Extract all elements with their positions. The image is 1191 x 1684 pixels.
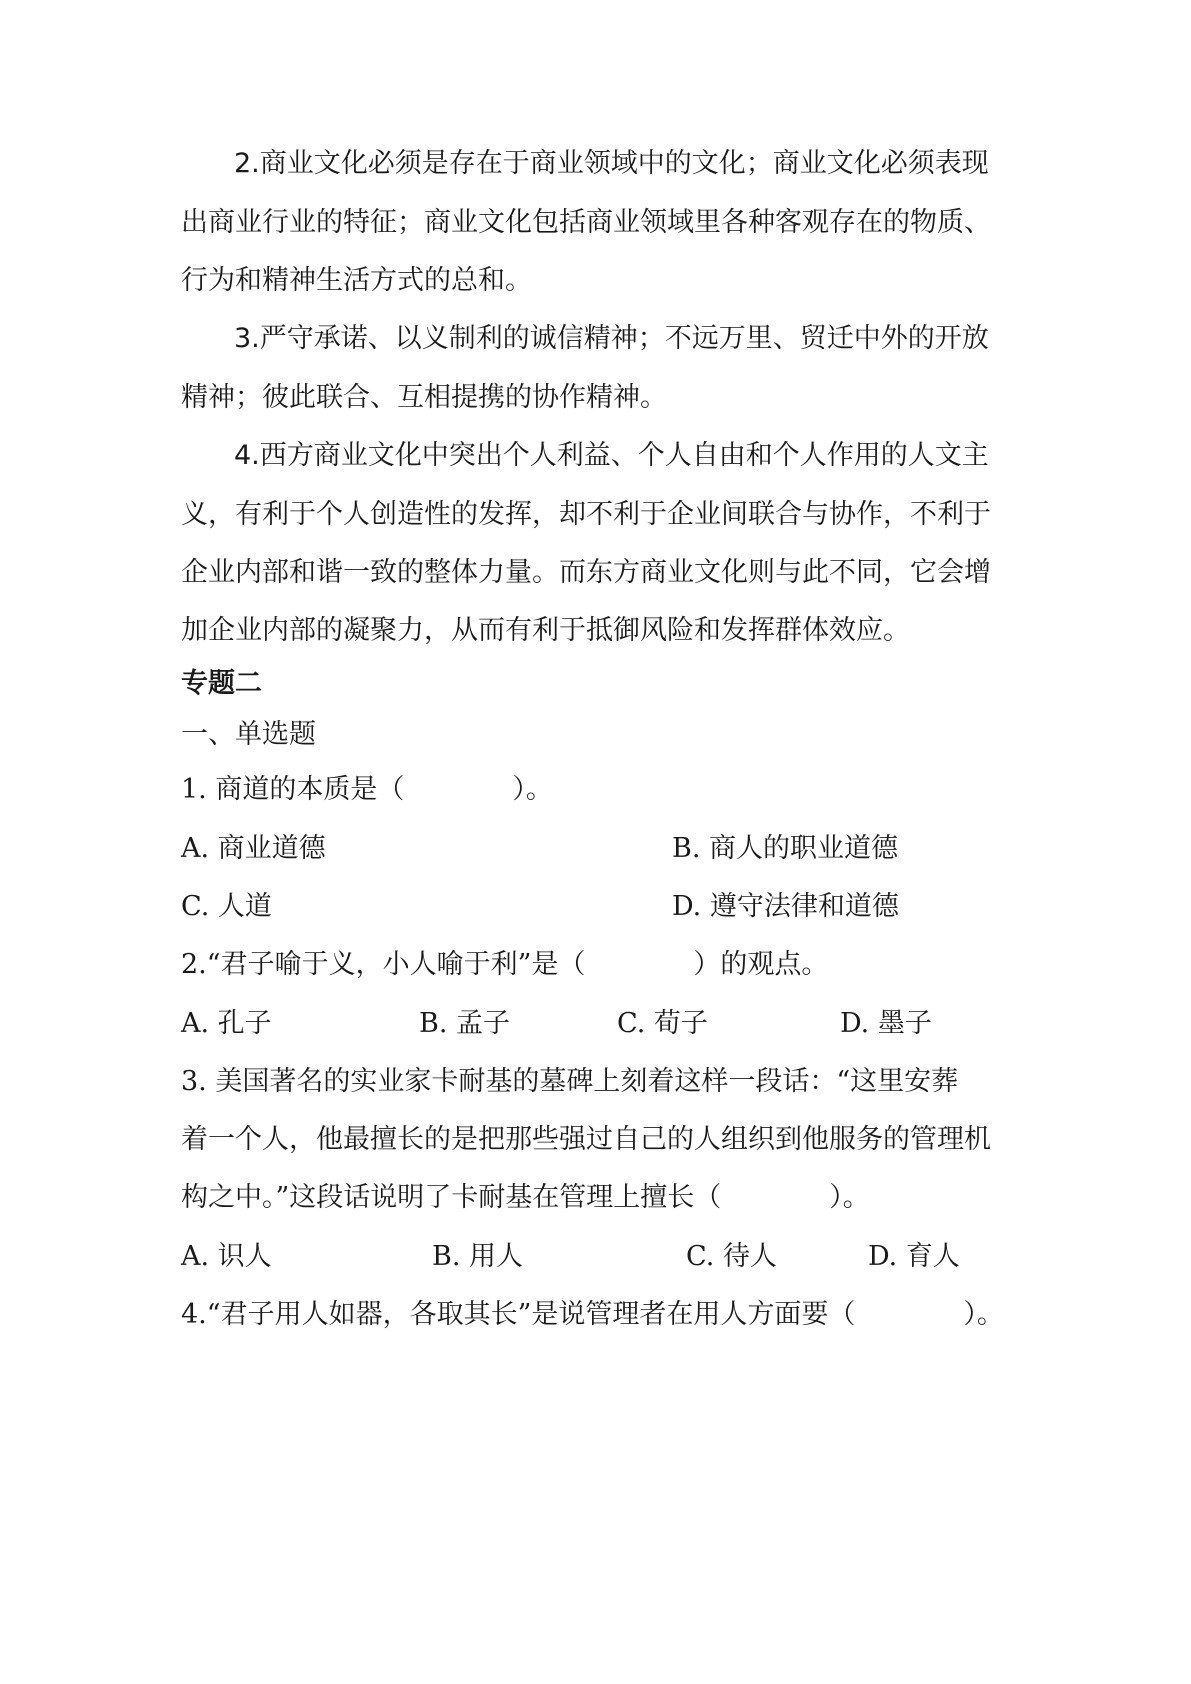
question-1-option-d: D. 遵守法律和道德 — [672, 891, 899, 922]
question-3-option-b: B. 用人 — [432, 1241, 524, 1272]
question-1-option-c: C. 人道 — [181, 891, 272, 922]
answer-3-line-1: 3.严守承诺、以义制利的诚信精神；不远万里、贸迁中外的开放 — [234, 323, 989, 354]
question-1-stem: 1. 商道的本质是（ ）。 — [181, 774, 553, 805]
question-2-stem: 2.“君子喻于义，小人喻于利”是（ ）的观点。 — [181, 949, 829, 980]
question-2-option-b: B. 孟子 — [419, 1008, 511, 1039]
section-subtitle: 一、单选题 — [181, 719, 316, 750]
question-2-option-a: A. 孔子 — [181, 1008, 272, 1039]
question-1-option-a: A. 商业道德 — [181, 833, 326, 864]
question-3-stem-line-2: 着一个人，他最擅长的是把那些强过自己的人组织到他服务的管理机 — [181, 1124, 991, 1155]
question-2-option-c: C. 荀子 — [617, 1008, 708, 1039]
answer-4-line-4: 加企业内部的凝聚力，从而有利于抵御风险和发挥群体效应。 — [181, 615, 910, 646]
question-3-option-d: D. 育人 — [868, 1241, 960, 1272]
answer-2-line-2: 出商业行业的特征；商业文化包括商业领域里各种客观存在的物质、 — [181, 207, 991, 238]
answer-4-line-2: 义，有利于个人创造性的发挥，却不利于企业间联合与协作，不利于 — [181, 499, 991, 530]
answer-4-line-1: 4.西方商业文化中突出个人利益、个人自由和个人作用的人文主 — [234, 440, 989, 471]
question-3-stem-line-3: 构之中。”这段话说明了卡耐基在管理上擅长（ ）。 — [181, 1182, 870, 1213]
question-3-option-c: C. 待人 — [686, 1241, 777, 1272]
question-2-option-d: D. 墨子 — [840, 1008, 932, 1039]
answer-3-line-2: 精神；彼此联合、互相提携的协作精神。 — [181, 382, 667, 413]
answer-4-line-3: 企业内部和谐一致的整体力量。而东方商业文化则与此不同，它会增 — [181, 557, 991, 588]
question-3-stem-line-1: 3. 美国著名的实业家卡耐基的墓碑上刻着这样一段话：“这里安葬 — [181, 1066, 959, 1097]
answer-2-line-1: 2.商业文化必须是存在于商业领域中的文化；商业文化必须表现 — [234, 148, 989, 179]
section-title: 专题二 — [181, 668, 262, 699]
answer-2-line-3: 行为和精神生活方式的总和。 — [181, 265, 532, 296]
question-1-option-b: B. 商人的职业道德 — [672, 833, 899, 864]
question-3-option-a: A. 识人 — [181, 1241, 272, 1272]
question-4-stem: 4.“君子用人如器，各取其长”是说管理者在用人方面要（ ）。 — [181, 1299, 1004, 1330]
